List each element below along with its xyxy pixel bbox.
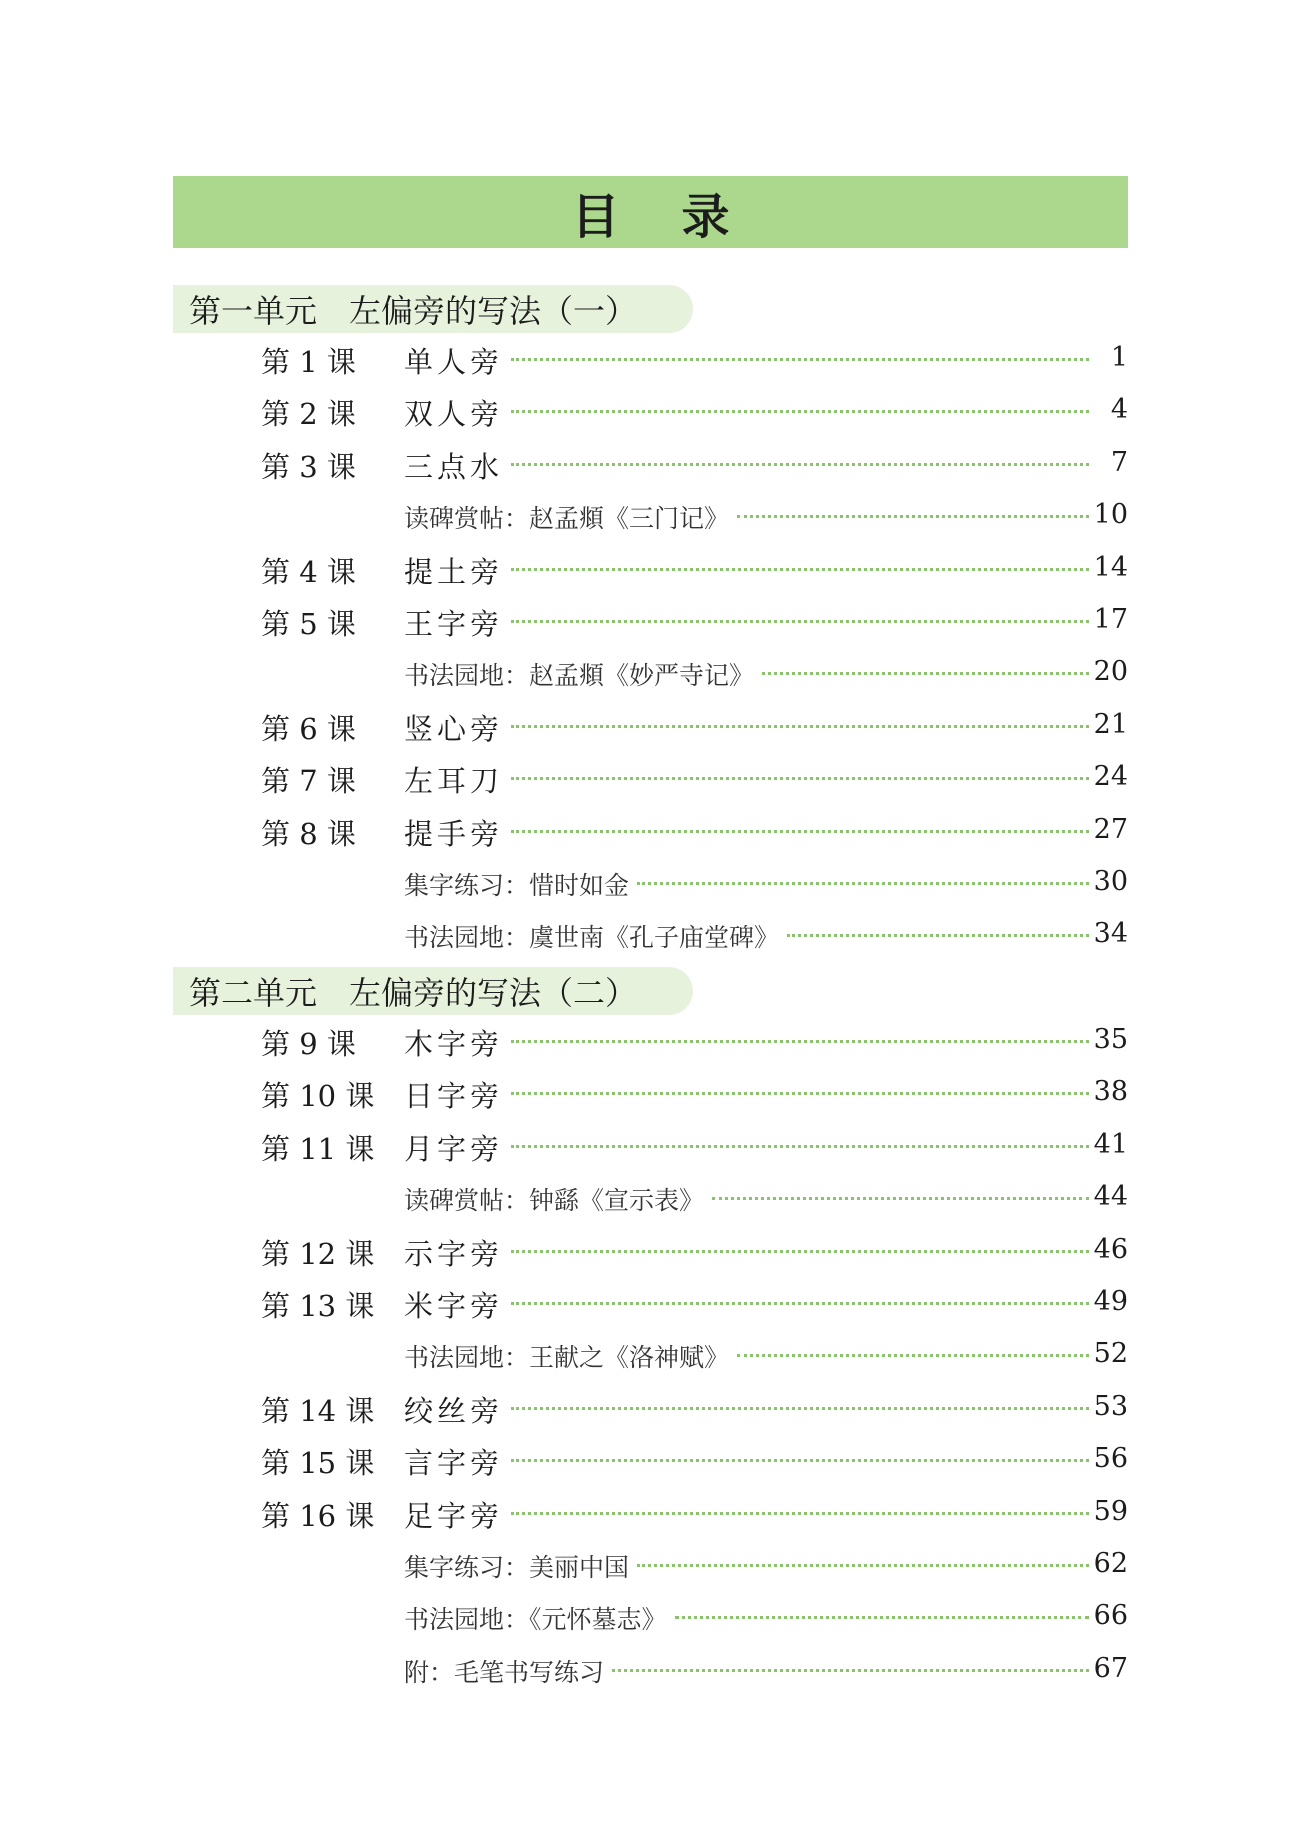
lesson-number: 第 7 课 [261,764,356,799]
lesson-title: 足字旁 [404,1498,504,1533]
dot-leader [511,1250,1089,1253]
section-title: 读碑赏帖：赵孟頫《三门记》 [404,504,730,534]
unit-title: 第一单元 左偏旁的写法（一） [189,292,638,330]
toc-lesson-row[interactable] [0,594,1311,646]
unit-header [173,967,693,1015]
toc-lesson-row[interactable] [0,542,1311,594]
page-number: 46 [1093,1233,1128,1265]
section-title: 集字练习：美丽中国 [404,1553,630,1582]
page-number: 21 [1093,708,1128,740]
toc-lesson-row[interactable] [0,437,1311,489]
lesson-number: 第 13 课 [261,1289,375,1323]
lesson-title: 米字旁 [404,1289,504,1323]
toc-sub-row[interactable] [0,1171,1311,1223]
dot-leader [511,725,1089,728]
lesson-number: 第 9 课 [261,1027,356,1061]
lesson-title: 言字旁 [404,1446,504,1481]
page-number: 35 [1093,1024,1128,1055]
toc-lesson-row[interactable] [0,1014,1311,1066]
unit-header [173,285,693,333]
dot-leader [511,1145,1089,1148]
lesson-title: 提土旁 [404,554,504,589]
section-title: 书法园地：赵孟頫《妙严寺记》 [404,661,755,691]
lesson-number: 第 15 课 [261,1446,375,1481]
page-number: 34 [1093,918,1128,950]
page-number: 41 [1093,1128,1128,1160]
toc-sub-row[interactable] [0,1538,1311,1590]
dot-leader [637,1564,1089,1567]
toc-sub-row[interactable] [0,908,1311,960]
dot-leader [511,1512,1089,1515]
lesson-title: 三点水 [404,449,504,484]
page-number: 38 [1093,1076,1128,1108]
dot-leader [712,1197,1089,1200]
dot-leader [637,882,1089,885]
toc-lesson-row[interactable] [0,751,1311,803]
page-number: 1 [1110,342,1128,373]
page-number: 67 [1093,1652,1128,1684]
lesson-number: 第 4 课 [261,554,356,589]
page-number: 66 [1093,1600,1128,1632]
dot-leader [511,1092,1089,1095]
lesson-number: 第 3 课 [261,449,356,484]
lesson-number: 第 12 课 [261,1236,375,1271]
toc-lesson-row[interactable] [0,1224,1311,1276]
lesson-number: 第 2 课 [261,397,356,432]
page-number: 7 [1110,446,1128,478]
page-number: 24 [1093,761,1128,793]
lesson-title: 左耳刀 [404,764,504,799]
dot-leader [612,1669,1089,1672]
lesson-number: 第 1 课 [261,345,356,379]
toc-lesson-row[interactable] [0,699,1311,751]
toc-lesson-row[interactable] [0,804,1311,856]
toc-sub-row[interactable] [0,856,1311,908]
lesson-title: 绞丝旁 [404,1393,504,1428]
dot-leader [511,1302,1089,1305]
dot-leader [511,777,1089,780]
section-title: 读碑赏帖：钟繇《宣示表》 [404,1186,705,1216]
lesson-number: 第 8 课 [261,816,356,851]
toc-sub-row[interactable] [0,1643,1311,1695]
section-title: 书法园地：王献之《洛神赋》 [404,1343,730,1373]
page-number: 59 [1093,1495,1128,1527]
lesson-title: 王字旁 [404,607,504,641]
toc-lesson-row[interactable] [0,1119,1311,1171]
dot-leader [762,672,1089,675]
page-number: 49 [1093,1286,1128,1317]
toc-title-bar [173,176,1128,248]
page-number: 14 [1093,551,1128,583]
lesson-title: 月字旁 [404,1131,504,1166]
toc-lesson-row[interactable] [0,1066,1311,1118]
toc-sub-row[interactable] [0,1590,1311,1642]
dot-leader [511,463,1089,466]
page-number: 30 [1093,866,1128,897]
lesson-title: 单人旁 [404,345,504,379]
page-number: 10 [1093,499,1128,531]
lesson-number: 第 14 课 [261,1393,375,1428]
lesson-title: 示字旁 [404,1236,504,1271]
unit-title: 第二单元 左偏旁的写法（二） [189,974,638,1012]
lesson-number: 第 6 课 [261,711,356,746]
toc-lesson-row[interactable] [0,1381,1311,1433]
lesson-title: 竖心旁 [404,711,504,746]
dot-leader [787,934,1089,937]
page-number: 44 [1093,1181,1128,1213]
lesson-title: 提手旁 [404,816,504,851]
page-number: 20 [1093,656,1128,688]
page-number: 17 [1093,604,1128,635]
toc-sub-row[interactable] [0,489,1311,541]
dot-leader [675,1616,1089,1619]
toc-sub-row[interactable] [0,1328,1311,1380]
toc-lesson-row[interactable] [0,1276,1311,1328]
toc-lesson-row[interactable] [0,332,1311,384]
lesson-number: 第 5 课 [261,607,356,641]
page-number: 56 [1093,1443,1128,1475]
section-title: 集字练习：惜时如金 [404,871,630,900]
page-number: 53 [1093,1390,1128,1422]
page-number: 27 [1093,813,1128,845]
toc-title: 目录 [571,188,792,245]
dot-leader [511,1407,1089,1410]
lesson-number: 第 16 课 [261,1498,375,1533]
dot-leader [511,410,1089,413]
dot-leader [511,1040,1089,1043]
section-title: 书法园地：《元怀墓志》 [404,1605,667,1635]
dot-leader [511,830,1089,833]
lesson-number: 第 10 课 [261,1079,375,1114]
lesson-number: 第 11 课 [261,1131,375,1166]
page-number: 4 [1110,394,1128,426]
dot-leader [511,620,1089,623]
section-title: 附：毛笔书写练习 [404,1657,605,1687]
lesson-title: 日字旁 [404,1079,504,1114]
section-title: 书法园地：虞世南《孔子庙堂碑》 [404,923,780,953]
toc-lesson-row[interactable] [0,1433,1311,1485]
dot-leader [511,568,1089,571]
toc-lesson-row[interactable] [0,384,1311,436]
dot-leader [737,1354,1089,1357]
lesson-title: 双人旁 [404,397,504,432]
dot-leader [737,515,1089,518]
toc-sub-row[interactable] [0,646,1311,698]
page-number: 62 [1093,1548,1128,1579]
lesson-title: 木字旁 [404,1027,504,1061]
dot-leader [511,358,1089,361]
page-number: 52 [1093,1338,1128,1370]
toc-lesson-row[interactable] [0,1486,1311,1538]
dot-leader [511,1459,1089,1462]
